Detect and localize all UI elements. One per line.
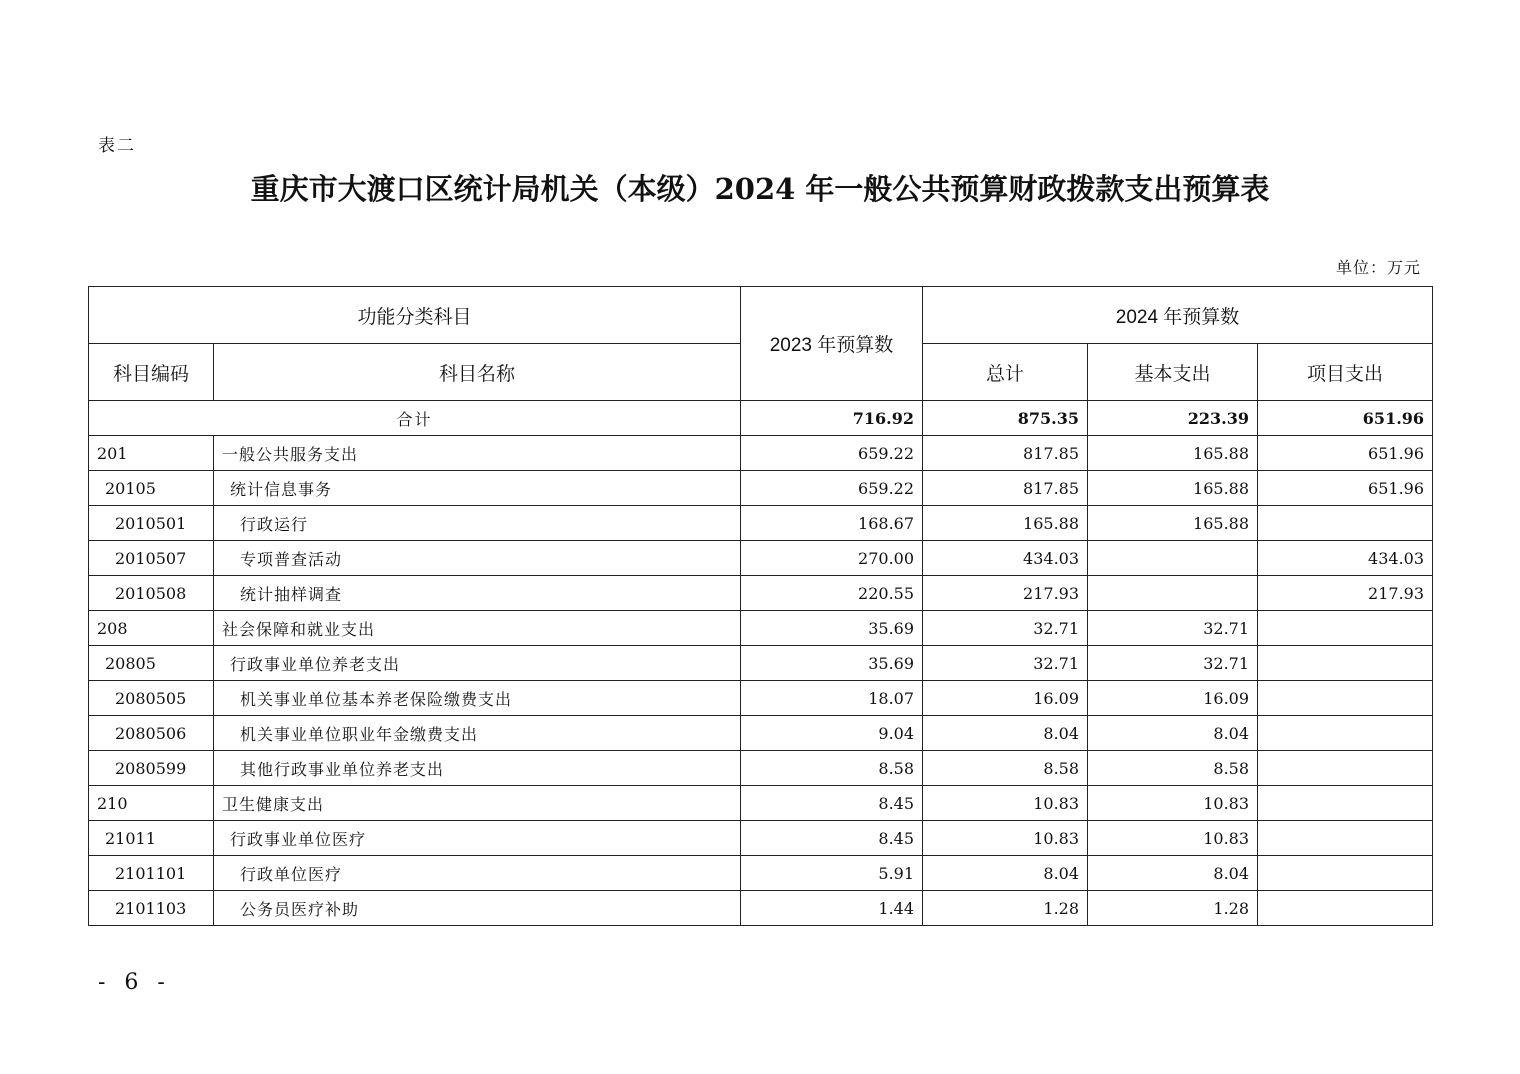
- table-row: [89, 856, 1433, 891]
- row-budget-2023: 18.07: [741, 681, 923, 716]
- row-name: 行政事业单位养老支出: [214, 646, 741, 681]
- row-total: 8.04: [923, 856, 1088, 891]
- row-project: [1258, 681, 1433, 716]
- row-project: 434.03: [1258, 541, 1433, 576]
- row-total: 1.28: [923, 891, 1088, 926]
- row-budget-2023: 8.45: [741, 786, 923, 821]
- row-code: 2010508: [89, 576, 214, 611]
- table-row: [89, 821, 1433, 856]
- table-row: [89, 716, 1433, 751]
- row-total: 434.03: [923, 541, 1088, 576]
- table-row: [89, 786, 1433, 821]
- row-name: 统计抽样调查: [214, 576, 741, 611]
- header-total: 总计: [923, 344, 1088, 401]
- row-basic: 10.83: [1088, 786, 1258, 821]
- row-budget-2023: 220.55: [741, 576, 923, 611]
- row-total: 16.09: [923, 681, 1088, 716]
- row-code: 2101101: [89, 856, 214, 891]
- row-code: 20105: [89, 471, 214, 506]
- row-project: 651.96: [1258, 471, 1433, 506]
- row-basic: 165.88: [1088, 506, 1258, 541]
- row-basic: 32.71: [1088, 646, 1258, 681]
- total-total: 875.35: [923, 401, 1088, 436]
- table-row: [89, 751, 1433, 786]
- header-func-category: 功能分类科目: [89, 287, 741, 344]
- row-budget-2023: 8.58: [741, 751, 923, 786]
- row-budget-2023: 270.00: [741, 541, 923, 576]
- table-row: [89, 541, 1433, 576]
- row-name: 机关事业单位基本养老保险缴费支出: [214, 681, 741, 716]
- row-total: 10.83: [923, 786, 1088, 821]
- row-basic: 165.88: [1088, 436, 1258, 471]
- row-project: [1258, 506, 1433, 541]
- row-budget-2023: 35.69: [741, 646, 923, 681]
- row-code: 2101103: [89, 891, 214, 926]
- row-total: 8.58: [923, 751, 1088, 786]
- row-project: [1258, 751, 1433, 786]
- row-basic: 165.88: [1088, 471, 1258, 506]
- row-name: 行政事业单位医疗: [214, 821, 741, 856]
- row-code: 2010507: [89, 541, 214, 576]
- row-budget-2023: 1.44: [741, 891, 923, 926]
- header-budget-2024: 2024 年预算数: [923, 287, 1433, 344]
- row-basic: [1088, 576, 1258, 611]
- row-basic: 32.71: [1088, 611, 1258, 646]
- row-project: [1258, 716, 1433, 751]
- row-name: 一般公共服务支出: [214, 436, 741, 471]
- table-row: [89, 611, 1433, 646]
- row-basic: 16.09: [1088, 681, 1258, 716]
- total-budget-2023: 716.92: [741, 401, 923, 436]
- row-total: 10.83: [923, 821, 1088, 856]
- row-total: 817.85: [923, 436, 1088, 471]
- row-code: 2010501: [89, 506, 214, 541]
- table-row: [89, 576, 1433, 611]
- row-name: 专项普查活动: [214, 541, 741, 576]
- row-name: 社会保障和就业支出: [214, 611, 741, 646]
- row-name: 行政单位医疗: [214, 856, 741, 891]
- row-budget-2023: 8.45: [741, 821, 923, 856]
- row-project: [1258, 611, 1433, 646]
- page-title: 重庆市大渡口区统计局机关（本级）2024 年一般公共预算财政拨款支出预算表: [250, 172, 1270, 206]
- table-row: [89, 436, 1433, 471]
- row-code: 210: [89, 786, 214, 821]
- table-row: [89, 506, 1433, 541]
- table-row: [89, 471, 1433, 506]
- row-total: 217.93: [923, 576, 1088, 611]
- row-project: [1258, 646, 1433, 681]
- row-basic: 10.83: [1088, 821, 1258, 856]
- row-project: 217.93: [1258, 576, 1433, 611]
- row-project: [1258, 786, 1433, 821]
- row-name: 公务员医疗补助: [214, 891, 741, 926]
- row-project: 651.96: [1258, 436, 1433, 471]
- header-basic: 基本支出: [1088, 344, 1258, 401]
- budget-table: [88, 286, 1433, 926]
- unit-label: 单位：万元: [1335, 258, 1421, 277]
- row-name: 统计信息事务: [214, 471, 741, 506]
- row-code: 21011: [89, 821, 214, 856]
- row-name: 卫生健康支出: [214, 786, 741, 821]
- total-label: 合计: [89, 401, 741, 436]
- row-budget-2023: 35.69: [741, 611, 923, 646]
- total-row: [89, 401, 1433, 436]
- row-budget-2023: 659.22: [741, 471, 923, 506]
- row-total: 817.85: [923, 471, 1088, 506]
- row-code: 201: [89, 436, 214, 471]
- table-row: [89, 681, 1433, 716]
- row-total: 8.04: [923, 716, 1088, 751]
- table-row: [89, 891, 1433, 926]
- row-code: 2080505: [89, 681, 214, 716]
- row-code: 2080506: [89, 716, 214, 751]
- row-name: 其他行政事业单位养老支出: [214, 751, 741, 786]
- row-project: [1258, 856, 1433, 891]
- row-name: 机关事业单位职业年金缴费支出: [214, 716, 741, 751]
- page-number: - 6 -: [98, 970, 171, 995]
- row-basic: 8.04: [1088, 856, 1258, 891]
- row-project: [1258, 821, 1433, 856]
- row-budget-2023: 659.22: [741, 436, 923, 471]
- header-project: 项目支出: [1258, 344, 1433, 401]
- table-row: [89, 646, 1433, 681]
- header-name: 科目名称: [214, 344, 741, 401]
- row-total: 165.88: [923, 506, 1088, 541]
- row-budget-2023: 9.04: [741, 716, 923, 751]
- row-basic: 1.28: [1088, 891, 1258, 926]
- row-name: 行政运行: [214, 506, 741, 541]
- table-number-label: 表二: [98, 136, 136, 156]
- total-basic: 223.39: [1088, 401, 1258, 436]
- header-code: 科目编码: [89, 344, 214, 401]
- row-basic: [1088, 541, 1258, 576]
- row-budget-2023: 168.67: [741, 506, 923, 541]
- row-total: 32.71: [923, 611, 1088, 646]
- row-basic: 8.04: [1088, 716, 1258, 751]
- row-total: 32.71: [923, 646, 1088, 681]
- total-project: 651.96: [1258, 401, 1433, 436]
- row-budget-2023: 5.91: [741, 856, 923, 891]
- row-project: [1258, 891, 1433, 926]
- row-code: 2080599: [89, 751, 214, 786]
- row-basic: 8.58: [1088, 751, 1258, 786]
- row-code: 20805: [89, 646, 214, 681]
- row-code: 208: [89, 611, 214, 646]
- header-budget-2023: 2023 年预算数: [741, 287, 923, 401]
